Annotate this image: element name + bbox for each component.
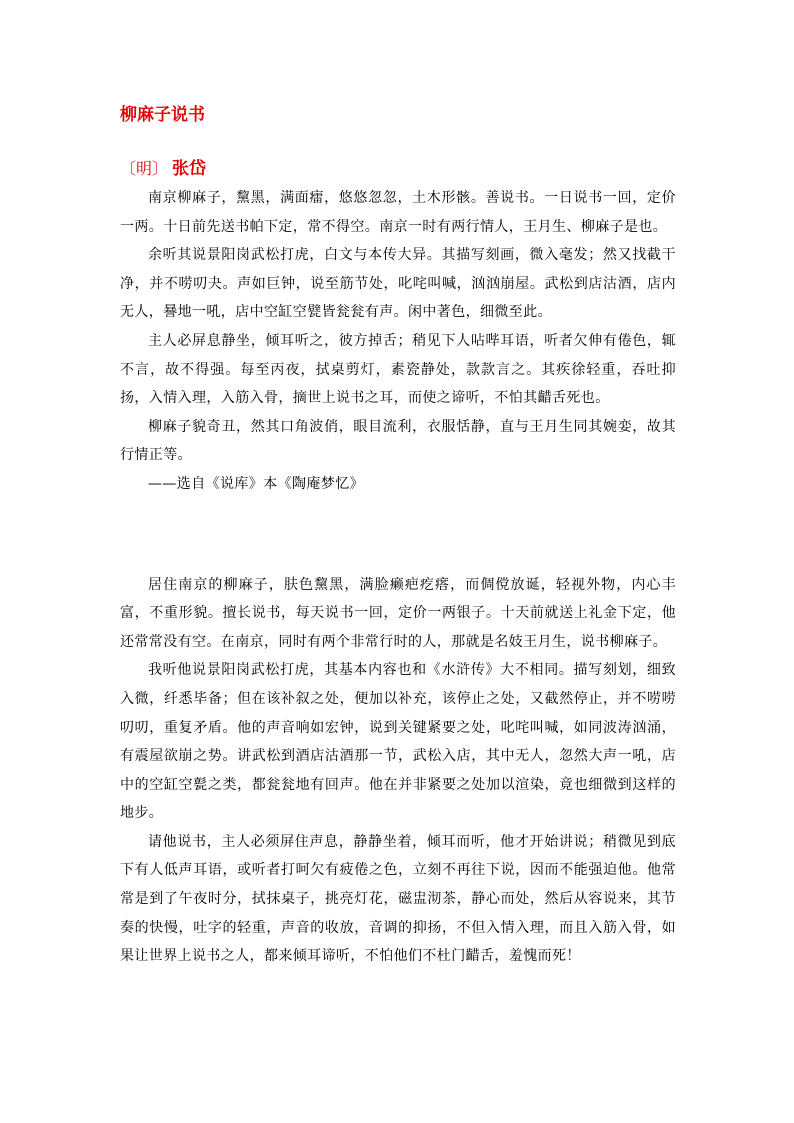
dynasty-label: 〔明〕 <box>120 159 169 178</box>
original-paragraph-3: 主人必屏息静坐，倾耳听之，彼方掉舌；稍见下人呫哔耳语，听者欠伸有倦色，辄不言，故不得强。每至丙夜，拭桌剪灯，素瓷静处，款款言之。其疾徐轻重，吞吐抑扬，入情入理，入筋入骨，摘世上说书之耳，而使之谛听，不怕其齰舌死也。 <box>120 332 676 407</box>
original-paragraph-1: 南京柳麻子，黧黑，满面癗，悠悠忽忽，土木形骸。善说书。一日说书一回，定价一两。十日前先送书帕下定，常不得空。南京一时有两行情人，王月生、柳麻子是也。 <box>120 190 676 235</box>
original-text <box>120 184 676 499</box>
translation-text <box>120 571 676 971</box>
section-gap <box>120 499 676 571</box>
original-paragraph-4: 柳麻子貌奇丑，然其口角波俏，眼目流利，衣服恬静，直与王月生同其婉娈，故其行情正等。 <box>120 418 676 464</box>
author-name: 张岱 <box>172 159 207 179</box>
translation-paragraph-2: 我听他说景阳岗武松打虎，其基本内容也和《水浒传》大不相同。描写刻划，细致入微，纤悉毕备；但在该补叙之处，便加以补充，该停止之处，又截然停止，并不唠唠叨叨，重复矛盾。他的声音响如宏钟，说到关键紧要之处，叱咤叫喊，如同波涛汹涌，有震屋欲崩之势。讲武松到酒店沽酒那一节，武松入店，其中无人，忽然大声一吼，店中的空缸空甏之类，都瓮瓮地有回声。他在并非紧要之处加以渲染，竟也细微到这样的地步。 <box>120 662 676 822</box>
page-title: 柳麻子说书 <box>120 105 205 125</box>
source-citation: ——选自《说库》本《陶庵梦忆》 <box>148 475 364 492</box>
original-paragraph-2: 余听其说景阳岗武松打虎，白文与本传大异。其描写刻画，微入毫发；然又找截干净，并不唠叨夬。声如巨钟，说至筋节处，叱咤叫喊，汹汹崩屋。武松到店沽酒，店内无人，謈地一吼，店中空缸空甓皆瓮瓮有声。闲中著色，细微至此。 <box>120 247 676 321</box>
author-line <box>120 154 676 184</box>
translation-paragraph-1: 居住南京的柳麻子，肤色黧黑，满脸癞疤疙瘩，而倜傥放诞，轻视外物，内心丰富，不重形貌。擅长说书，每天说书一回，定价一两银子。十天前就送上礼金下定，他还常常没有空。在南京，同时有两个非常行时的人，那就是名妓王月生，说书柳麻子。 <box>120 576 676 650</box>
document-page <box>120 100 676 971</box>
translation-paragraph-3: 请他说书，主人必须屏住声息，静静坐着，倾耳而听，他才开始讲说；稍微见到底下有人低声耳语，或听者打呵欠有疲倦之色，立刻不再往下说，因而不能强迫他。他常常是到了午夜时分，拭抹桌子，挑亮灯花，磁盅沏茶，静心而处，然后从容说来，其节奏的快慢，吐字的轻重，声音的收放，音调的抑扬，不但入情入理，而且入筋入骨，如果让世界上说书之人，都来倾耳谛听，不怕他们不杜门齰舌，羞愧而死！ <box>120 833 676 965</box>
